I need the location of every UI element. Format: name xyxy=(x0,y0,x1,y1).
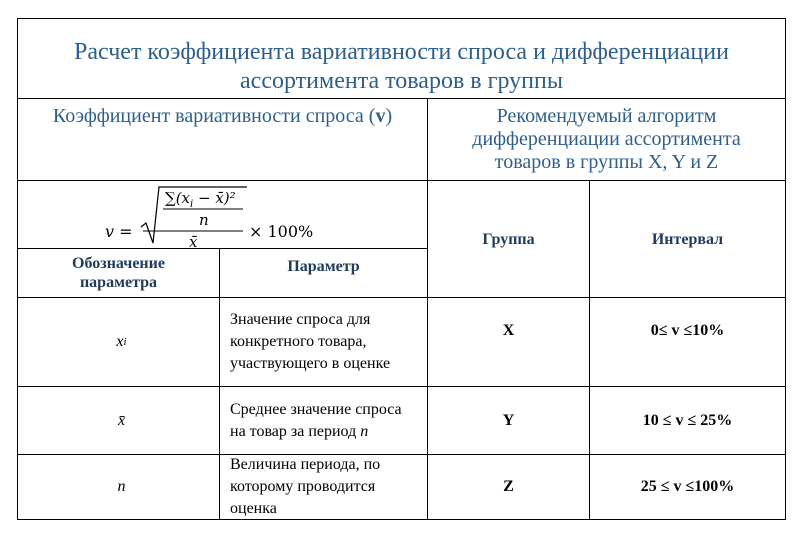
variability-header-text: Коэффициент вариативности спроса ( xyxy=(52,104,376,127)
parameter-header xyxy=(220,249,427,283)
interval-header-text: Интервал xyxy=(651,230,724,248)
formula-xbar: x̄ xyxy=(188,232,197,247)
rule-top xyxy=(17,18,785,19)
row-2-description-text xyxy=(230,399,417,443)
variability-formula xyxy=(18,181,427,248)
row-1-description xyxy=(220,298,427,386)
row-3-symbol xyxy=(18,455,219,519)
formula-n: n xyxy=(198,210,209,229)
formula-tail: × 100% xyxy=(248,221,313,241)
designation-header-text: Обозначение параметра xyxy=(72,255,165,291)
algorithm-header-line-1: Рекомендуемый алгоритм xyxy=(496,105,717,127)
row-1-symbol xyxy=(18,298,219,386)
row-1-interval-text: 0≤ v ≤10% xyxy=(650,322,725,339)
row-2-interval-text: 10 ≤ v ≤ 25% xyxy=(642,411,733,429)
row-2-group xyxy=(428,387,589,454)
row-2-description xyxy=(220,387,427,454)
rule-right xyxy=(785,18,786,520)
title-line-2: ассортимента товаров в группы xyxy=(240,68,563,94)
designation-header xyxy=(18,249,219,297)
variability-coefficient-header xyxy=(18,99,427,133)
row-3-group-text: Z xyxy=(503,478,514,495)
row-3-interval xyxy=(590,455,785,519)
row-1-group xyxy=(428,298,589,364)
row-2-symbol xyxy=(18,387,219,454)
row-2-interval xyxy=(590,387,785,454)
algorithm-header-line-2: дифференциации ассортимента xyxy=(472,128,741,150)
algorithm-header xyxy=(428,99,785,180)
title-line-1: Расчет коэффициента вариативности спроса и дифференциации xyxy=(74,39,729,65)
row-3-description-text: Величина периода, по которому проводится оценка xyxy=(230,456,381,517)
formula-lhs: v = xyxy=(104,221,133,241)
row-2-description-italic: n xyxy=(360,422,369,440)
row-1-description-text: Значение спроса для конкретного товара, участвующего в оценке xyxy=(230,311,391,372)
variability-header-close: ) xyxy=(385,104,393,127)
row-3-symbol-main: n xyxy=(117,478,126,495)
parameter-header-text: Параметр xyxy=(287,257,360,275)
group-header xyxy=(428,181,589,297)
row-3-description xyxy=(220,455,427,519)
row-3-group xyxy=(428,455,589,519)
algorithm-header-line-3: товаров в группы X, Y и Z xyxy=(494,151,719,173)
row-1-symbol-sub: i xyxy=(123,336,127,348)
variability-header-symbol: v xyxy=(375,104,386,127)
formula-graphic xyxy=(103,183,343,247)
row-2-description-main: Среднее значение спроса на товар за период xyxy=(230,400,402,440)
interval-header xyxy=(590,181,785,297)
row-1-group-text: X xyxy=(502,322,515,339)
row-1-symbol-main: x xyxy=(116,333,124,350)
row-2-group-text: Y xyxy=(502,411,515,429)
row-3-interval-text: 25 ≤ v ≤100% xyxy=(640,478,735,495)
table-title xyxy=(18,36,785,98)
formula-numerator: $\sum(x_i$ − x̄)² xyxy=(164,188,236,210)
row-2-symbol-main: x̄ xyxy=(117,411,126,429)
row-1-interval xyxy=(590,298,785,364)
group-header-text: Группа xyxy=(482,230,535,248)
